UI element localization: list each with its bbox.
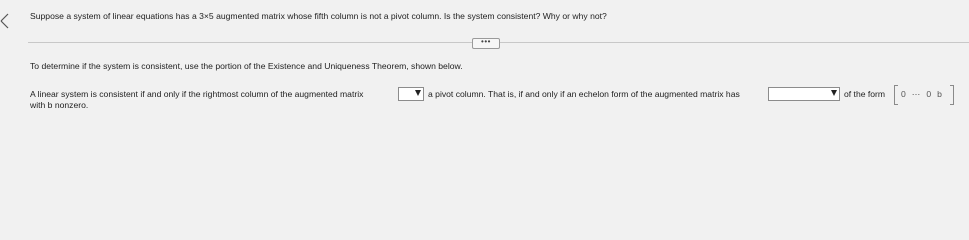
matrix-cell: b — [937, 89, 942, 99]
row-form-dropdown[interactable] — [768, 87, 840, 101]
intro-text: To determine if the system is consistent, use the portion of the Existence and Uniqueness Theorem, shown below. — [30, 61, 463, 71]
matrix-cell: ⋯ — [911, 89, 921, 99]
matrix-cell: 0 — [901, 89, 906, 99]
statement-line2: with b nonzero. — [30, 100, 89, 110]
statement-part3: of the form — [844, 89, 886, 99]
expand-more-button[interactable]: ••• — [472, 38, 500, 49]
row-matrix — [894, 85, 954, 105]
statement-part2: a pivot column. That is, if and only if an echelon form of the augmented matrix has — [428, 89, 740, 99]
back-arrow-icon[interactable] — [0, 12, 10, 30]
chevron-down-icon — [415, 90, 421, 96]
right-bracket — [950, 85, 954, 105]
pivot-dropdown[interactable] — [398, 87, 424, 101]
matrix-cells — [901, 89, 948, 100]
statement-part1: A linear system is consistent if and only if the rightmost column of the augmented matrix — [30, 89, 364, 99]
question-text: Suppose a system of linear equations has a 3×5 augmented matrix whose fifth column is not a pivot column. Is the system consistent? Why or why not? — [30, 11, 607, 21]
left-bracket — [894, 85, 898, 105]
matrix-cell: 0 — [926, 89, 932, 99]
chevron-down-icon — [831, 90, 837, 96]
